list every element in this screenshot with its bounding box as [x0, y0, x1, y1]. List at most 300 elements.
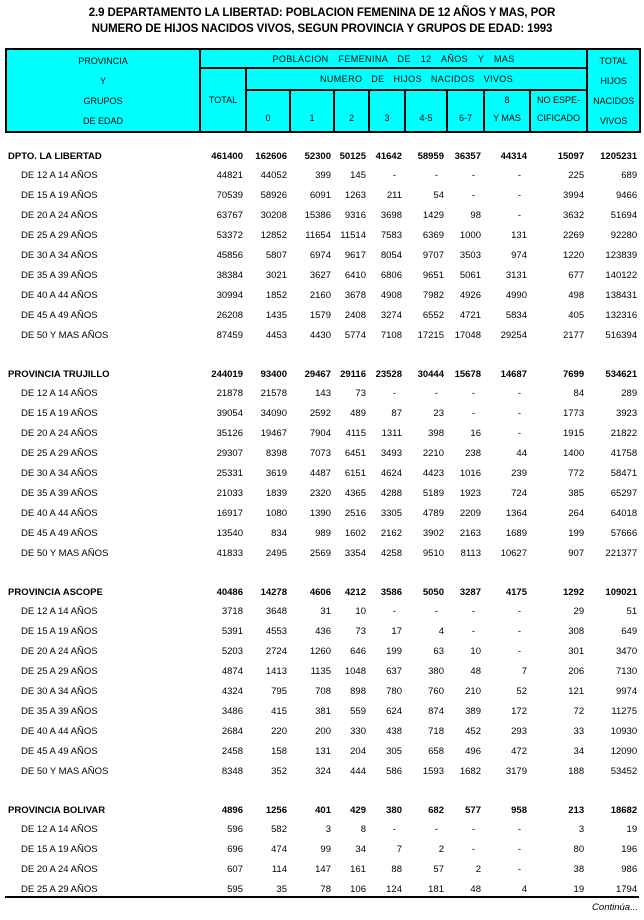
row-label: DE 30 A 34 AÑOS	[21, 467, 98, 479]
cell-value: -	[517, 169, 521, 181]
section-row	[6, 576, 640, 601]
cell-value: 10627	[500, 547, 527, 559]
cell-value: 1429	[422, 209, 444, 221]
row-label: DE 45 A 49 AÑOS	[21, 309, 98, 321]
cell-value: 4258	[380, 547, 402, 559]
cell-value: 405	[568, 309, 585, 321]
cell-value: 13540	[216, 527, 243, 539]
cell-value: 34	[355, 843, 366, 855]
cell-value: 4175	[505, 587, 527, 598]
header-col-0: 0	[246, 90, 290, 132]
cell-value: 3470	[615, 645, 638, 657]
cell-value: 4896	[221, 805, 243, 816]
cell-value: 4365	[344, 487, 366, 499]
cell-value: 399	[315, 169, 331, 181]
cell-value: 44	[516, 447, 527, 459]
cell-value: 1390	[309, 507, 331, 519]
row-label: DE 25 A 29 AÑOS	[21, 883, 98, 895]
cell-value: 1923	[459, 487, 481, 499]
cell-value: 30994	[216, 289, 243, 301]
header-provincia-line: DE EDAD	[82, 116, 123, 126]
age-group-row	[6, 701, 640, 721]
cell-value: 211	[386, 189, 402, 201]
cell-value: 1260	[309, 645, 331, 657]
cell-value: 58471	[610, 467, 638, 479]
cell-value: 289	[621, 387, 638, 399]
cell-value: 2160	[309, 289, 331, 301]
cell-value: -	[517, 645, 521, 657]
cell-value: 3493	[380, 447, 402, 459]
cell-value: 1602	[344, 527, 366, 539]
row-label: DE 50 Y MAS AÑOS	[21, 547, 109, 559]
cell-value: 3131	[505, 269, 527, 281]
age-group-row	[6, 523, 640, 543]
cell-value: 324	[315, 765, 331, 777]
section-row	[6, 794, 640, 819]
row-label: DE 15 A 19 AÑOS	[21, 625, 98, 637]
cell-value: 225	[568, 169, 585, 181]
row-label: DE 30 A 34 AÑOS	[21, 685, 98, 697]
cell-value: 41833	[216, 547, 243, 559]
cell-value: 204	[350, 745, 366, 757]
title-line-2: NUMERO DE HIJOS NACIDOS VIVOS, SEGUN PROVINCIA Y GRUPOS DE EDAD: 1993	[91, 23, 553, 35]
cell-value: 244019	[211, 369, 243, 380]
row-label: DE 40 A 44 AÑOS	[21, 289, 98, 301]
cell-value: 352	[271, 765, 287, 777]
cell-value: 21878	[216, 387, 243, 399]
cell-value: 2	[475, 863, 481, 875]
cell-value: 8054	[380, 249, 402, 261]
cell-value: 677	[568, 269, 585, 281]
cell-value: 2408	[344, 309, 366, 321]
cell-value: 48	[470, 665, 481, 677]
cell-value: 31	[320, 605, 331, 617]
age-group-row	[6, 503, 640, 523]
cell-value: 398	[428, 427, 444, 439]
row-label: DE 12 A 14 AÑOS	[21, 169, 98, 181]
cell-value: 10930	[610, 725, 638, 737]
cell-value: 9651	[422, 269, 444, 281]
cell-value: 3503	[459, 249, 481, 261]
cell-value: 3994	[562, 189, 585, 201]
cell-value: 989	[315, 527, 331, 539]
row-label: DE 25 A 29 AÑOS	[21, 665, 98, 677]
cell-value: 1256	[265, 805, 287, 816]
age-group-row	[6, 483, 640, 503]
cell-value: 874	[428, 705, 444, 717]
cell-value: 124	[386, 883, 402, 895]
section-spacer	[6, 345, 640, 358]
cell-value: 438	[386, 725, 402, 737]
cell-value: 380	[386, 805, 402, 816]
cell-value: 161	[350, 863, 366, 875]
cell-value: 4	[438, 625, 444, 637]
cell-value: 4487	[309, 467, 331, 479]
table-body	[6, 132, 640, 899]
cell-value: 5774	[344, 329, 366, 341]
row-label: PROVINCIA ASCOPE	[8, 587, 103, 598]
cell-value: 646	[350, 645, 366, 657]
cell-value: 3287	[459, 587, 481, 598]
cell-value: 5203	[221, 645, 243, 657]
cell-value: 16	[470, 427, 481, 439]
bottom-rule	[5, 896, 639, 898]
cell-value: 496	[465, 745, 481, 757]
cell-value: 1263	[344, 189, 366, 201]
cell-value: 1135	[310, 665, 331, 677]
cell-value: 1435	[265, 309, 287, 321]
cell-value: 6974	[309, 249, 331, 261]
cell-value: 3305	[380, 507, 402, 519]
cell-value: 696	[227, 843, 243, 855]
cell-value: 4926	[459, 289, 481, 301]
cell-value: 3648	[265, 605, 287, 617]
cell-value: -	[471, 605, 475, 617]
cell-value: 718	[428, 725, 444, 737]
cell-value: 52300	[304, 151, 331, 162]
cell-value: 123839	[605, 249, 638, 261]
cell-value: 1311	[381, 427, 402, 439]
cell-value: 2684	[221, 725, 243, 737]
row-label: DE 25 A 29 AÑOS	[21, 447, 98, 459]
cell-value: -	[517, 209, 521, 221]
cell-value: 30444	[417, 369, 444, 380]
cell-value: 196	[621, 843, 638, 855]
cell-value: 210	[465, 685, 481, 697]
cell-value: 38	[573, 863, 585, 875]
cell-value: 1773	[562, 407, 585, 419]
cell-value: 18682	[610, 805, 638, 816]
cell-value: 958	[511, 805, 527, 816]
header-poblacion-femenina: POBLACION FEMENINA DE 12 AÑOS Y MAS	[200, 49, 587, 68]
cell-value: 84	[573, 387, 585, 399]
cell-value: 7073	[309, 447, 331, 459]
cell-value: 2724	[265, 645, 287, 657]
age-group-row	[6, 721, 640, 741]
cell-value: 41642	[375, 151, 402, 162]
cell-value: 2592	[309, 407, 331, 419]
cell-value: 3021	[265, 269, 287, 281]
cell-value: 14278	[260, 587, 287, 598]
cell-value: 1400	[562, 447, 585, 459]
cell-value: 7982	[422, 289, 444, 301]
cell-value: 3486	[221, 705, 243, 717]
continuation-note: Continúa...	[592, 902, 638, 913]
cell-value: 188	[568, 765, 585, 777]
cell-value: 3179	[505, 765, 527, 777]
cell-value: 21033	[216, 487, 243, 499]
header-total-hijos-line: VIVOS	[599, 116, 628, 126]
cell-value: 7583	[380, 229, 402, 241]
cell-value: 199	[386, 645, 402, 657]
header-col-4-5: 4-5	[405, 90, 447, 132]
cell-value: 772	[568, 467, 585, 479]
cell-value: 1794	[615, 883, 638, 895]
age-group-row	[6, 305, 640, 325]
age-group-row	[6, 761, 640, 781]
cell-value: 4721	[459, 309, 481, 321]
cell-value: 16917	[216, 507, 243, 519]
cell-value: 3902	[422, 527, 444, 539]
cell-value: 3698	[380, 209, 402, 221]
cell-value: 9510	[422, 547, 444, 559]
cell-value: 8398	[265, 447, 287, 459]
cell-value: 1220	[562, 249, 585, 261]
cell-value: 1205231	[600, 151, 638, 162]
cell-value: 29467	[304, 369, 331, 380]
cell-value: -	[517, 387, 521, 399]
cell-value: 138431	[605, 289, 638, 301]
cell-value: 29	[573, 605, 585, 617]
cell-value: 5391	[221, 625, 243, 637]
header-provincia-line: Y	[99, 76, 106, 86]
cell-value: 780	[386, 685, 402, 697]
cell-value: -	[471, 843, 475, 855]
cell-value: -	[517, 407, 521, 419]
cell-value: 38384	[216, 269, 243, 281]
cell-value: 3354	[344, 547, 366, 559]
cell-value: 4288	[380, 487, 402, 499]
age-group-row	[6, 859, 640, 879]
cell-value: 2269	[562, 229, 585, 241]
age-group-row	[6, 839, 640, 859]
cell-value: 30208	[260, 209, 287, 221]
cell-value: 12852	[260, 229, 287, 241]
cell-value: 9707	[422, 249, 444, 261]
cell-value: 1852	[265, 289, 287, 301]
cell-value: 415	[271, 705, 287, 717]
cell-value: 2162	[380, 527, 402, 539]
cell-value: 238	[465, 447, 481, 459]
cell-value: 2163	[459, 527, 481, 539]
cell-value: 4	[521, 883, 527, 895]
cell-value: 181	[428, 883, 444, 895]
cell-value: 2495	[265, 547, 287, 559]
cell-value: 48	[470, 883, 481, 895]
cell-value: 19	[573, 883, 585, 895]
cell-value: 11275	[611, 705, 638, 717]
cell-value: -	[517, 605, 521, 617]
header-provincia-line: GRUPOS	[83, 96, 123, 106]
cell-value: -	[434, 605, 438, 617]
section-row	[6, 140, 640, 165]
cell-value: 658	[428, 745, 444, 757]
row-label: PROVINCIA TRUJILLO	[8, 369, 110, 380]
cell-value: 301	[568, 645, 585, 657]
cell-value: 19	[626, 823, 638, 835]
cell-value: 534621	[605, 369, 638, 380]
cell-value: 57	[433, 863, 444, 875]
row-label: DE 20 A 24 AÑOS	[21, 209, 98, 221]
cell-value: 3627	[309, 269, 331, 281]
cell-value: 8348	[221, 765, 243, 777]
header-provincia-grupos	[6, 49, 200, 132]
cell-value: 87459	[216, 329, 243, 341]
cell-value: 64018	[610, 507, 638, 519]
row-label: DE 15 A 19 AÑOS	[21, 843, 98, 855]
cell-value: 4423	[422, 467, 444, 479]
header-total-hijos-line: HIJOS	[600, 76, 627, 86]
cell-value: 23528	[375, 369, 402, 380]
cell-value: 582	[271, 823, 287, 835]
table-header	[6, 49, 640, 132]
cell-value: 93400	[260, 369, 287, 380]
row-label: DE 40 A 44 AÑOS	[21, 507, 98, 519]
cell-value: 4115	[345, 427, 366, 439]
row-label: DE 50 Y MAS AÑOS	[21, 329, 109, 341]
cell-value: 760	[428, 685, 444, 697]
cell-value: 36357	[454, 151, 481, 162]
row-label: DE 40 A 44 AÑOS	[21, 725, 98, 737]
cell-value: 52	[516, 685, 527, 697]
cell-value: 9466	[615, 189, 638, 201]
cell-value: 29307	[216, 447, 243, 459]
cell-value: 436	[315, 625, 331, 637]
cell-value: 577	[465, 805, 481, 816]
cell-value: 239	[511, 467, 527, 479]
cell-value: 40486	[216, 587, 243, 598]
header-col-1: 1	[290, 90, 334, 132]
cell-value: 4453	[265, 329, 287, 341]
cell-value: 5061	[459, 269, 481, 281]
cell-value: 45856	[216, 249, 243, 261]
section-spacer	[6, 563, 640, 576]
header-col-6-7: 6-7	[447, 90, 484, 132]
cell-value: 44314	[500, 151, 527, 162]
cell-value: 147	[315, 863, 331, 875]
cell-value: 213	[568, 805, 585, 816]
section-spacer	[6, 781, 640, 794]
cell-value: 898	[350, 685, 366, 697]
age-group-row	[6, 403, 640, 423]
cell-value: 15097	[557, 151, 585, 162]
row-label: DE 50 Y MAS AÑOS	[21, 765, 109, 777]
cell-value: 5050	[422, 587, 444, 598]
cell-value: 23	[433, 407, 444, 419]
cell-value: 87	[391, 407, 402, 419]
cell-value: 1413	[265, 665, 287, 677]
cell-value: 78	[320, 883, 331, 895]
cell-value: -	[471, 823, 475, 835]
cell-value: 2177	[562, 329, 585, 341]
cell-value: 206	[568, 665, 585, 677]
cell-value: 682	[428, 805, 444, 816]
header-total-hijos-line: TOTAL	[599, 56, 628, 66]
cell-value: 15386	[304, 209, 331, 221]
age-group-row	[6, 819, 640, 839]
cell-value: 7108	[380, 329, 402, 341]
cell-value: 17048	[454, 329, 481, 341]
cell-value: 472	[511, 745, 527, 757]
header-col-3: 3	[369, 90, 405, 132]
age-group-row	[6, 621, 640, 641]
cell-value: 986	[621, 863, 638, 875]
row-label: DE 25 A 29 AÑOS	[21, 229, 98, 241]
cell-value: 3	[325, 823, 331, 835]
cell-value: 7130	[615, 665, 638, 677]
cell-value: 98	[470, 209, 481, 221]
cell-value: 489	[350, 407, 366, 419]
header-total-hijos	[587, 49, 640, 132]
cell-value: 6552	[422, 309, 444, 321]
cell-value: 70539	[216, 189, 243, 201]
age-group-row	[6, 543, 640, 563]
cell-value: 724	[511, 487, 527, 499]
age-group-row	[6, 265, 640, 285]
cell-value: 4430	[309, 329, 331, 341]
cell-value: 19467	[260, 427, 287, 439]
cell-value: 4908	[380, 289, 402, 301]
cell-value: -	[471, 387, 475, 399]
age-group-row	[6, 443, 640, 463]
cell-value: 29116	[340, 369, 366, 380]
cell-value: -	[392, 823, 396, 835]
cell-value: 834	[271, 527, 287, 539]
age-group-row	[6, 463, 640, 483]
cell-value: -	[517, 863, 521, 875]
cell-value: 2210	[422, 447, 444, 459]
cell-value: 7	[396, 843, 402, 855]
cell-value: 689	[621, 169, 638, 181]
cell-value: 51	[626, 605, 638, 617]
cell-value: 1016	[459, 467, 481, 479]
cell-value: 1000	[459, 229, 481, 241]
cell-value: 1689	[505, 527, 527, 539]
cell-value: 637	[386, 665, 402, 677]
header-col-2: 2	[334, 90, 369, 132]
cell-value: 474	[271, 843, 287, 855]
cell-value: 389	[465, 705, 481, 717]
row-label: DE 12 A 14 AÑOS	[21, 605, 98, 617]
cell-value: 1593	[422, 765, 444, 777]
statistics-table	[5, 48, 641, 899]
cell-value: 172	[511, 705, 527, 717]
row-label: PROVINCIA BOLIVAR	[8, 805, 106, 816]
age-group-row	[6, 423, 640, 443]
cell-value: -	[471, 169, 475, 181]
cell-value: 145	[350, 169, 366, 181]
cell-value: 516394	[605, 329, 638, 341]
cell-value: 795	[271, 685, 287, 697]
cell-value: 132316	[605, 309, 638, 321]
age-group-row	[6, 205, 640, 225]
cell-value: 21578	[260, 387, 287, 399]
age-group-row	[6, 325, 640, 345]
cell-value: 2569	[309, 547, 331, 559]
cell-value: 131	[315, 745, 331, 757]
cell-value: 11514	[340, 229, 366, 241]
cell-value: 461400	[211, 151, 243, 162]
cell-value: 3	[578, 823, 585, 835]
cell-value: 293	[511, 725, 527, 737]
cell-value: 1364	[505, 507, 527, 519]
cell-value: 11654	[305, 229, 331, 241]
cell-value: 10	[355, 605, 366, 617]
cell-value: 106	[350, 883, 366, 895]
cell-value: 9316	[344, 209, 366, 221]
cell-value: 6806	[380, 269, 402, 281]
cell-value: 4324	[221, 685, 243, 697]
title-line-1: 2.9 DEPARTAMENTO LA LIBERTAD: POBLACION FEMENINA DE 12 AÑOS Y MAS, POR	[88, 7, 556, 19]
row-label: DE 15 A 19 AÑOS	[21, 407, 98, 419]
cell-value: 2209	[459, 507, 481, 519]
cell-value: 162606	[255, 151, 287, 162]
cell-value: -	[434, 387, 438, 399]
cell-value: 649	[621, 625, 638, 637]
cell-value: 586	[386, 765, 402, 777]
cell-value: 4990	[505, 289, 527, 301]
cell-value: -	[434, 169, 438, 181]
